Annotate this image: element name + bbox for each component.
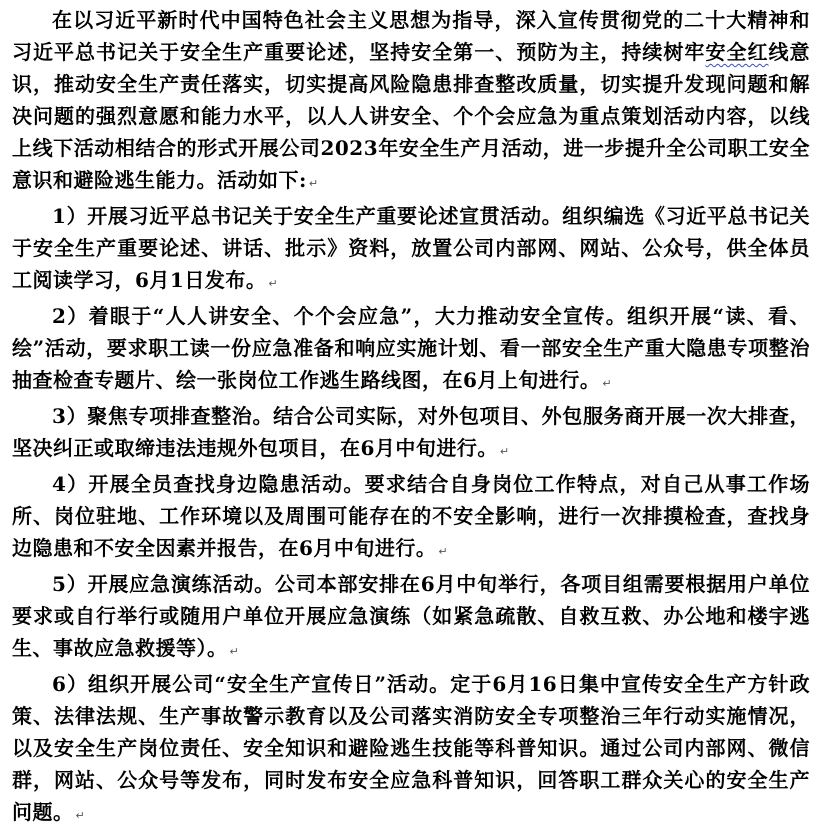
paragraph-mark-icon: ↵ [229, 645, 240, 658]
item-3-text: 3）聚焦专项排查整治。结合公司实际，对外包项目、外包服务商开展一次大排查，坚决纠正或取缔违法违规外包项目，在6月中旬进行。 [12, 404, 810, 460]
paragraph-mark-icon: ↵ [438, 545, 449, 558]
item-6-text: 6）组织开展公司“安全生产宣传日”活动。定于6月16日集中宣传安全生产方针政策、法律法规、生产事故警示教育以及公司落实消防安全专项整治三年行动实施情况，以及安全生产岗位责任、安全知识和避险逃生技能等科普知识。通过公司内部网、微信群，网站、公众号等发布，同时发布安全应急科普知识，回答职工群众关心的安全生产问题。 [12, 672, 810, 824]
item-4-text: 4）开展全员查找身边隐患活动。要求结合自身岗位工作特点，对自己从事工作场所、岗位驻地、工作环境以及周围可能存在的不安全影响，进行一次排摸检查，查找身边隐患和不安全因素并报告，在6月中旬进行。 [12, 472, 810, 560]
intro-text-end: 线意识，推动安全生产责任落实，切实提高风险隐患排查整改质量，切实提升发现问题和解决问题的强烈意愿和能力水平，以人人讲安全、个个会应急为重点策划活动内容，以线上线下活动相结合的形式开展公司2023年安全生产月活动，进一步提升全公司职工安全意识和避险逃生能力。活动如下: [12, 40, 811, 192]
item-4-paragraph [12, 468, 810, 568]
item-2-paragraph [12, 300, 810, 400]
item-1-text: 1）开展习近平总书记关于安全生产重要论述宣贯活动。组织编选《习近平总书记关于安全生产重要论述、讲话、批示》资料，放置公司内部网、网站、公众号，供全体员工阅读学习，6月1日发布。 [12, 204, 810, 292]
paragraph-mark-icon: ↵ [75, 809, 86, 822]
item-5-paragraph [12, 568, 810, 668]
paragraph-mark-icon: ↵ [268, 277, 279, 290]
item-2-text: 2）着眼于“人人讲安全、个个会应急”，大力推动安全宣传。组织开展“读、看、绘”活动，要求职工读一份应急准备和响应实施计划、看一部安全生产重大隐患专项整治抽查检查专题片、绘一张岗位工作逃生路线图，在6月上旬进行。 [12, 304, 810, 392]
paragraph-mark-icon: ↵ [308, 177, 319, 190]
paragraph-mark-icon: ↵ [602, 377, 613, 390]
item-5-text: 5）开展应急演练活动。公司本部安排在6月中旬举行，各项目组需要根据用户单位要求或自行举行或随用户单位开展应急演练（如紧急疏散、自救互救、办公地和楼宇逃生、事故应急救援等）。 [12, 572, 810, 660]
item-6-paragraph [12, 668, 810, 832]
item-1-paragraph [12, 200, 810, 300]
intro-text-start: 在以习近平新时代中国特色社会主义思想为指导，深入宣传贯彻党的二十大精神和习近平总书记关于安全生产重要论述，坚持安全第一、预防为主，持续树牢 [12, 8, 810, 64]
paragraph-mark-icon: ↵ [499, 445, 510, 458]
spellcheck-underlined-text: 安全红 [705, 40, 769, 64]
intro-paragraph [12, 4, 810, 200]
item-3-paragraph [12, 400, 810, 468]
